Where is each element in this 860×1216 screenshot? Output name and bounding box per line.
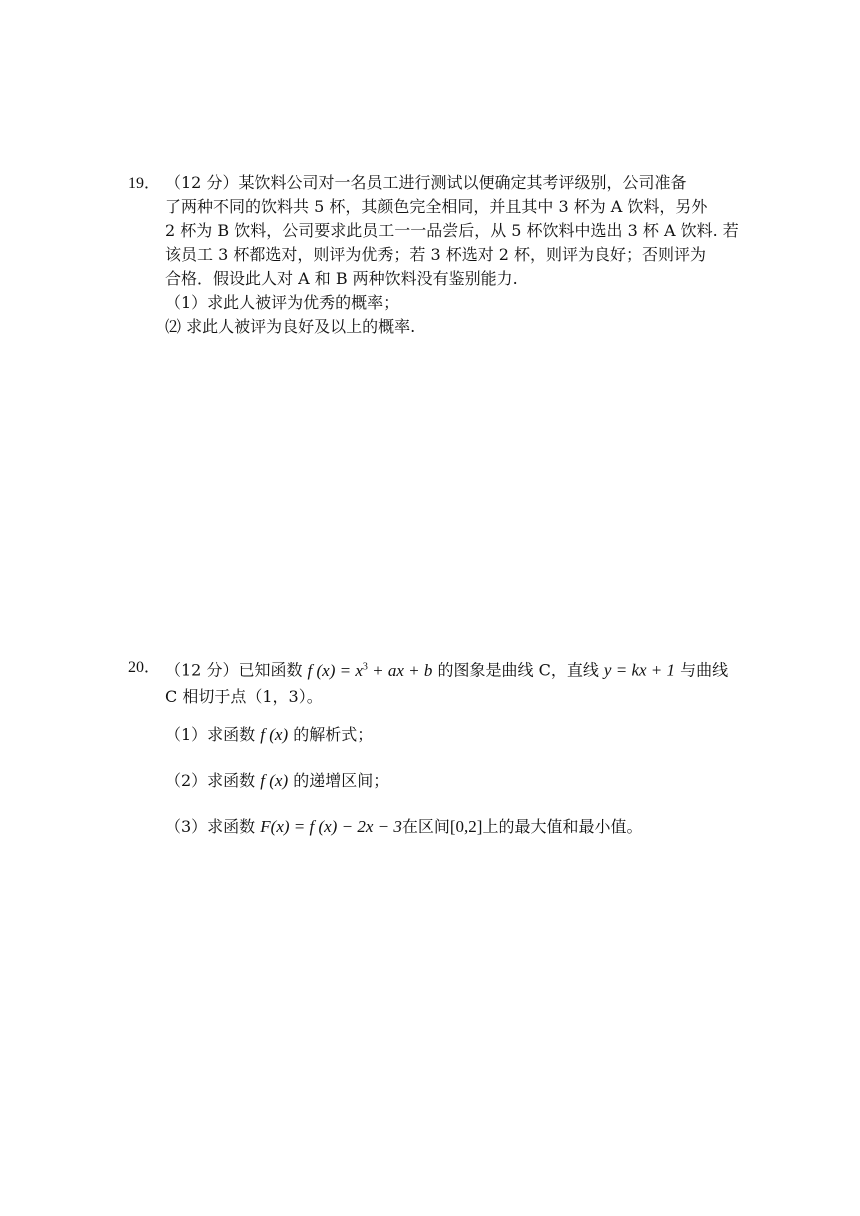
q20-part3-mid: 在区间 <box>401 817 450 836</box>
q20-function-expression <box>308 661 433 680</box>
q20-line1-prefix: （12 分）已知函数 <box>165 660 303 680</box>
q19-line-2: 了两种不同的饮料共 5 杯，其颜色完全相同，并且其中 3 杯为 A 饮料，另外 <box>165 197 708 216</box>
q20-line-equation: y = kx + 1 <box>603 660 676 680</box>
q20-part-2 <box>165 770 389 792</box>
q19-part-1: （1）求此人被评为优秀的概率； <box>165 293 400 312</box>
q20-line-1 <box>165 656 728 682</box>
q20-part-1 <box>165 724 373 746</box>
q20-part-3 <box>165 816 642 838</box>
q20-part1-suffix: 的解析式； <box>288 725 374 744</box>
q20-part3-math: F(x) = f (x) − 2x − 3 <box>260 817 402 836</box>
q20-func-exponent: 3 <box>362 661 368 672</box>
q19-line-4: 该员工 3 杯都选对，则评为优秀；若 3 杯选对 2 杯，则评为良好；否则评为 <box>165 245 707 264</box>
q19-line-1: （12 分）某饮料公司对一名员工进行测试以便确定其考评级别，公司准备 <box>165 173 687 192</box>
q20-part1-math: f (x) <box>260 725 289 744</box>
q20-part3-suffix: 上的最大值和最小值。 <box>482 817 643 836</box>
question-number <box>128 172 160 195</box>
q20-part2-suffix: 的递增区间； <box>288 771 390 790</box>
q19-line-5: 合格．假设此人对 A 和 B 两种饮料没有鉴别能力. <box>165 269 518 288</box>
q20-func-base: f (x) = x <box>307 660 363 680</box>
q20-part2-prefix: （2）求函数 <box>165 771 261 790</box>
q20-line1-mid: 的图象是曲线 C，直线 <box>437 660 604 680</box>
q19-line-3: 2 杯为 B 饮料，公司要求此员工一一品尝后，从 5 杯饮料中选出 3 杯 A 饮料. 若 <box>165 221 739 240</box>
q20-part3-prefix: （3）求函数 <box>165 817 261 836</box>
q19-number: 19． <box>128 175 161 192</box>
q20-part2-math: f (x) <box>260 771 289 790</box>
q20-part1-prefix: （1）求函数 <box>165 725 261 744</box>
q20-part3-interval: [0,2] <box>449 817 483 836</box>
q20-line-2: C 相切于点（1，3）。 <box>165 687 323 706</box>
q20-number-text: 20． <box>128 659 161 676</box>
q20-number <box>128 656 160 679</box>
q20-func-rest: + ax + b <box>367 660 433 680</box>
q19-part-2: ⑵ 求此人被评为良好及以上的概率. <box>165 317 416 336</box>
q20-line1-suffix: 与曲线 <box>680 660 729 680</box>
